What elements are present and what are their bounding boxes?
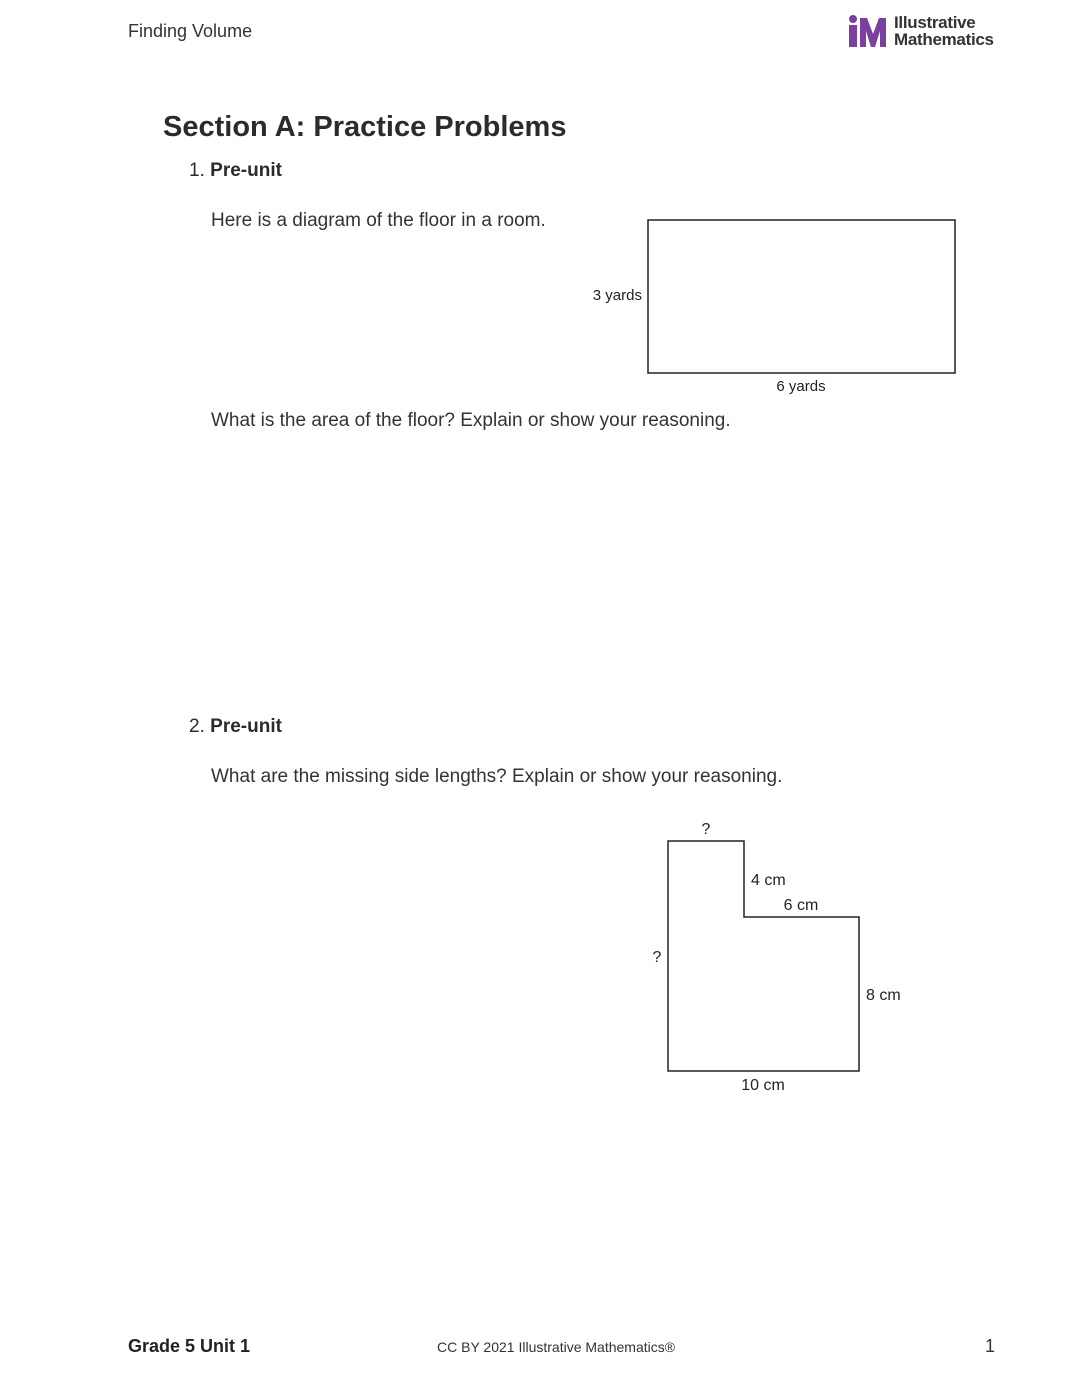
footer-page-number: 1 [985, 1336, 996, 1356]
problem-2-heading [189, 716, 282, 738]
inner-vertical-side-label: 4 cm [751, 872, 786, 889]
problem-2-number: 2. [189, 716, 205, 737]
bottom-side-label: 10 cm [741, 1077, 785, 1094]
problem-1-number: 1. [189, 160, 205, 181]
l-shape-diagram [640, 810, 930, 1110]
problem-2-question: What are the missing side lengths? Explain or show your reasoning. [211, 766, 783, 787]
floor-height-label: 3 yards [592, 287, 642, 304]
problem-2-label: Pre-unit [210, 716, 282, 737]
right-side-label: 8 cm [866, 987, 901, 1004]
top-side-label: ? [701, 821, 711, 838]
inner-horizontal-side-label: 6 cm [783, 897, 819, 914]
floor-width-label: 6 yards [776, 378, 826, 395]
problem-1-label: Pre-unit [210, 160, 282, 181]
im-logo-mark-icon [848, 14, 892, 50]
footer-license: CC BY 2021 Illustrative Mathematics® [437, 1339, 676, 1355]
footer-grade-unit: Grade 5 Unit 1 [128, 1336, 251, 1356]
left-side-label: ? [652, 949, 662, 966]
logo-wordmark [894, 14, 994, 48]
logo-line-2: Mathematics [894, 30, 994, 49]
problem-1-question: What is the area of the floor? Explain or show your reasoning. [211, 410, 731, 431]
logo-line-1: Illustrative [894, 13, 976, 32]
document-header-title: Finding Volume [128, 21, 253, 41]
section-title: Section A: Practice Problems [163, 111, 567, 143]
floor-rectangle [648, 220, 955, 373]
problem-1-heading [189, 160, 282, 182]
floor-rectangle-diagram [580, 210, 980, 400]
problem-1-intro: Here is a diagram of the floor in a room. [211, 210, 546, 231]
